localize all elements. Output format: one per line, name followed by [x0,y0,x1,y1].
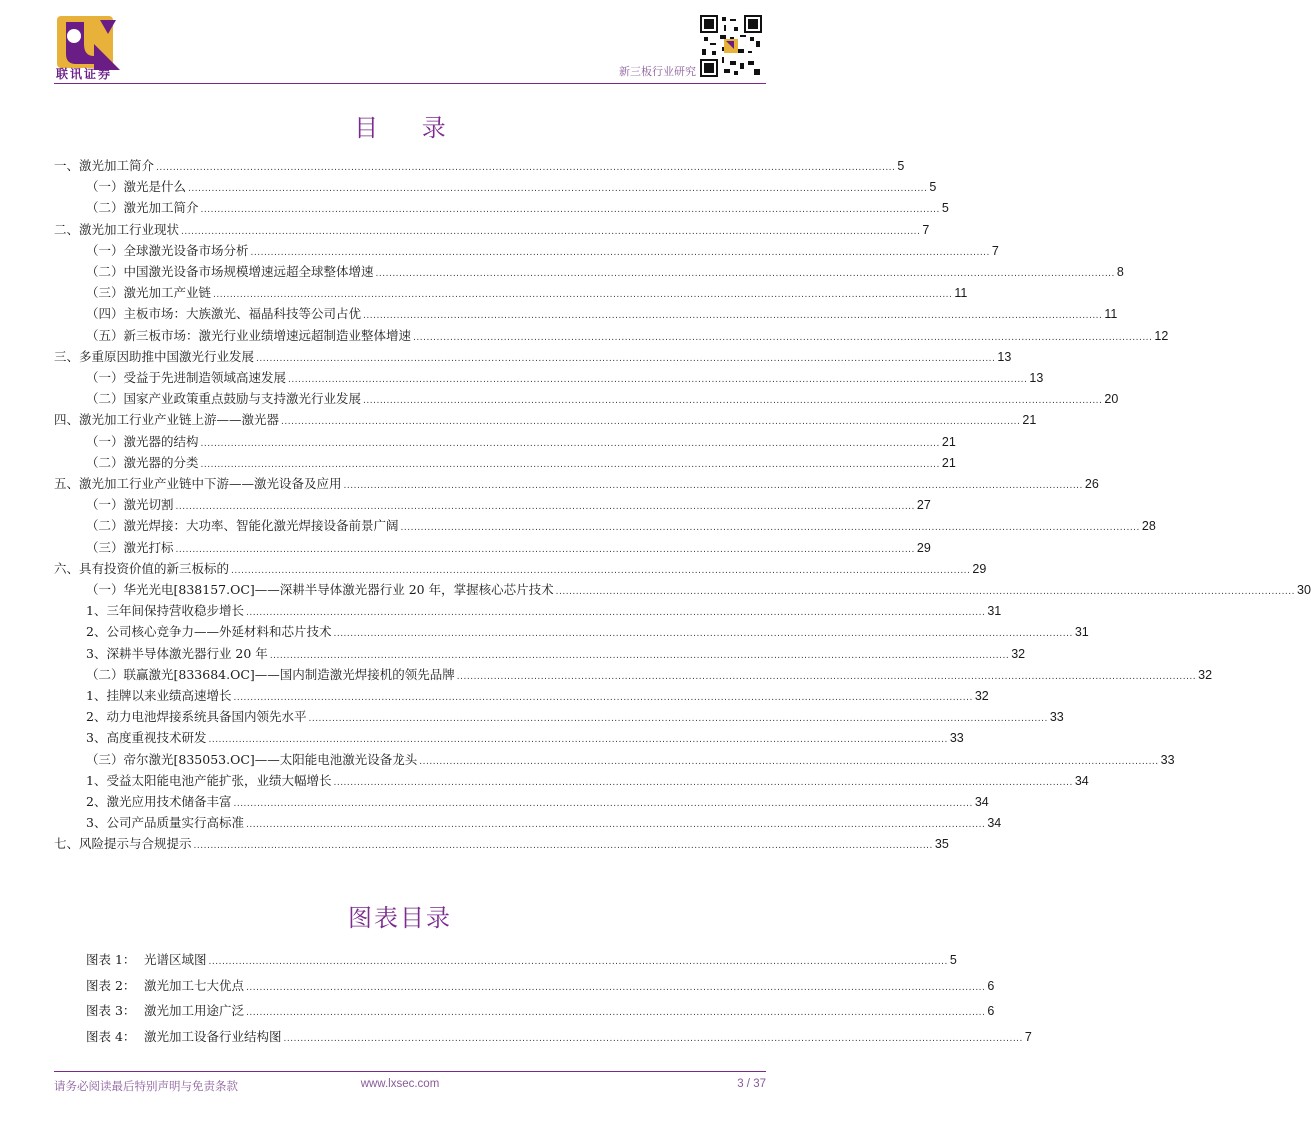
toc-entry-page: 7 [922,222,930,237]
toc-leader-dots: ............................................................................................................................................................................................................................ [363,396,1103,407]
toc-entry-label: （一）全球激光设备市场分析 [86,242,249,258]
toc-entry-page: 32 [1011,646,1026,661]
figure-leader-dots: ............................................................................................................................................................................................................................ [246,1008,986,1018]
toc-entry-label: 3、深耕半导体激光器行业 20 年 [86,645,268,661]
footer-divider [54,1071,766,1072]
toc-section-entry[interactable] [86,389,1119,409]
figure-leader-dots: ............................................................................................................................................................................................................................ [208,957,948,967]
figure-entry-number: 图表 4： [86,1028,136,1044]
toc-entry-page: 33 [949,731,964,746]
qr-code-icon [700,15,762,77]
toc-entry-label: （一）激光器的结构 [86,433,199,449]
toc-leader-dots: ............................................................................................................................................................................................................................ [333,629,1073,640]
toc-entry-page: 31 [987,604,1002,619]
toc-section-entry[interactable] [86,813,1002,833]
toc-section-entry[interactable] [86,453,956,473]
toc-entry-page: 33 [1049,710,1064,725]
toc-entry-label: （一）受益于先进制造领域高速发展 [86,370,287,385]
toc-entry-label: 1、挂牌以来业绩高速增长 [86,688,232,703]
toc-section-entry[interactable] [86,283,968,303]
toc-section-entry[interactable] [86,326,1169,346]
figure-entry-page: 6 [987,978,995,993]
toc-leader-dots: ............................................................................................................................................................................................................................ [375,269,1115,279]
toc-section-entry[interactable] [86,771,1089,791]
toc-entry-page: 34 [1074,773,1089,788]
toc-entry-page: 5 [897,159,905,173]
toc-entry-page: 35 [934,837,949,852]
toc-entry-label: 五、激光加工行业产业链中下游——激光设备及应用 [54,476,342,491]
figure-list-entry[interactable] [86,1027,1032,1047]
figure-entry-number: 图表 2： [86,977,136,993]
figure-list-title: 图表目录 [348,904,452,932]
toc-section-entry[interactable] [86,262,1124,282]
toc-leader-dots: ............................................................................................................................................................................................................................ [250,247,990,258]
figure-entry-page: 7 [1024,1029,1032,1044]
toc-entry-label: （一）激光是什么 [86,179,187,195]
toc-leader-dots: ............................................................................................................................................................................................................................ [156,163,896,173]
toc-leader-dots: ............................................................................................................................................................................................................................ [208,735,948,746]
toc-chapter-entry[interactable] [54,156,905,176]
toc-leader-dots: ............................................................................................................................................................................................................................ [363,311,1103,322]
toc-entry-page: 7 [991,243,999,258]
toc-section-entry[interactable] [86,644,1026,664]
toc-entry-page: 11 [1104,307,1118,322]
toc-entry-page: 20 [1104,392,1119,407]
toc-section-entry[interactable] [86,198,949,218]
toc-entry-label: （一）华光光电[838157.OC]——深耕半导体激光器行业 20 年，掌握核心芯片技术 [86,582,554,597]
figure-entry-label [86,1027,282,1047]
toc-entry-label: 七、风险提示与合规提示 [54,836,192,852]
toc-leader-dots: ............................................................................................................................................................................................................................ [200,459,940,470]
toc-leader-dots: ............................................................................................................................................................................................................................ [200,438,940,449]
page-header [0,0,800,86]
toc-entry-label: 3、公司产品质量实行高标准 [86,815,244,831]
toc-entry-label: 六、具有投资价值的新三板标的 [54,560,230,576]
toc-leader-dots: ............................................................................................................................................................................................................................ [256,353,996,364]
figure-entry-title: 激光加工设备行业结构图 [144,1028,282,1044]
figure-entry-label [86,1001,244,1021]
toc-entry-label: （三）帝尔激光[835053.OC]——太阳能电池激光设备龙头 [86,751,418,767]
toc-section-entry[interactable] [86,580,1311,600]
toc-leader-dots: ............................................................................................................................................................................................................................ [343,481,1083,491]
figure-entry-label [86,976,244,996]
figure-list-entry[interactable] [86,950,957,970]
toc-entry-label: （三）激光打标 [86,539,174,555]
toc-entry-label: 2、激光应用技术储备丰富 [86,794,232,809]
toc-entry-page: 12 [1154,328,1169,343]
figure-list-entry[interactable] [86,976,995,996]
figure-entry-number: 图表 1： [86,952,136,967]
toc-entry-label: （二）激光加工简介 [86,200,199,216]
toc-entry-page: 26 [1084,477,1099,491]
figure-entry-page: 5 [949,953,957,967]
toc-section-entry[interactable] [86,601,1002,621]
toc-entry-page: 5 [941,201,949,216]
toc-entry-label: （四）主板市场：大族激光、福晶科技等公司占优 [86,306,362,322]
toc-entry-page: 30 [1297,583,1311,597]
toc-entry-label: 2、动力电池焊接系统具备国内领先水平 [86,709,307,725]
toc-entry-label: 四、激光加工行业产业链上游——激光器 [54,412,280,428]
toc-leader-dots: ............................................................................................................................................................................................................................ [400,523,1140,534]
toc-section-entry[interactable] [86,622,1089,642]
toc-leader-dots: ............................................................................................................................................................................................................................ [213,290,953,301]
toc-section-entry[interactable] [86,368,1044,388]
toc-entry-page: 31 [1074,625,1089,640]
toc-section-entry[interactable] [86,538,931,558]
figure-entry-label [86,950,207,970]
toc-leader-dots: ............................................................................................................................................................................................................................ [269,650,1010,661]
toc-leader-dots: ............................................................................................................................................................................................................................ [456,671,1197,682]
toc-section-entry[interactable] [86,728,964,748]
toc-section-entry[interactable] [86,516,1156,536]
toc-entry-page: 29 [916,540,931,555]
toc-leader-dots: ............................................................................................................................................................................................................................ [193,841,933,852]
toc-leader-dots: ............................................................................................................................................................................................................................ [413,332,1153,343]
toc-section-entry[interactable] [86,707,1064,727]
toc-entry-label: （五）新三板市场：激光行业业绩增速远超制造业整体增速 [86,327,412,343]
figure-entry-title: 激光加工七大优点 [144,977,245,993]
footer-disclaimer: 请务必阅读最后特别声明与免责条款 [54,1079,238,1093]
logo-text: 联讯证券 [56,67,113,81]
toc-leader-dots: ............................................................................................................................................................................................................................ [288,375,1028,385]
toc-entry-label: （一）激光切割 [86,497,174,513]
toc-section-entry[interactable] [86,432,956,452]
toc-section-entry[interactable] [86,665,1213,685]
toc-chapter-entry[interactable] [54,347,1012,367]
toc-section-entry[interactable] [86,750,1175,770]
toc-entry-page: 32 [974,689,989,703]
toc-section-entry[interactable] [86,177,937,197]
toc-leader-dots: ............................................................................................................................................................................................................................ [333,777,1073,788]
toc-section-entry[interactable] [86,792,989,812]
toc-leader-dots: ............................................................................................................................................................................................................................ [245,608,986,619]
toc-section-entry[interactable] [86,304,1118,324]
toc-section-entry[interactable] [86,241,999,261]
toc-entry-label: 一、激光加工简介 [54,158,155,173]
header-divider [54,83,766,84]
toc-leader-dots: ............................................................................................................................................................................................................................ [555,587,1296,597]
toc-entry-page: 8 [1116,265,1124,279]
toc-entry-label: 1、受益太阳能电池产能扩张，业绩大幅增长 [86,772,332,788]
toc-leader-dots: ............................................................................................................................................................................................................................ [175,502,915,513]
toc-entry-page: 13 [1029,371,1044,385]
toc-leader-dots: ............................................................................................................................................................................................................................ [233,799,973,809]
footer-page-number: 3 / 37 [737,1078,766,1090]
toc-entry-page: 28 [1141,519,1156,534]
toc-leader-dots: ............................................................................................................................................................................................................................ [200,205,940,216]
toc-chapter-entry[interactable] [54,220,930,240]
toc-leader-dots: ............................................................................................................................................................................................................................ [231,565,971,576]
toc-entry-page: 29 [972,561,987,576]
toc-section-entry[interactable] [86,686,989,706]
figure-list-entry[interactable] [86,1001,995,1021]
toc-entry-page: 11 [954,286,968,301]
toc-entry-label: （二）激光器的分类 [86,454,199,470]
toc-chapter-entry[interactable] [54,410,1037,430]
toc-leader-dots: ............................................................................................................................................................................................................................ [233,693,973,703]
figure-entry-page: 6 [987,1004,995,1018]
toc-entry-page: 21 [1022,413,1037,428]
toc-entry-page: 34 [974,795,989,809]
toc-title: 目 录 [354,114,464,142]
toc-entry-label: （二）国家产业政策重点鼓励与支持激光行业发展 [86,391,362,407]
toc-entry-label: （二）联赢激光[833684.OC]——国内制造激光焊接机的领先品牌 [86,666,455,682]
figure-leader-dots: ............................................................................................................................................................................................................................ [246,982,986,993]
figure-entry-title: 激光加工用途广泛 [144,1003,245,1018]
header-section-title: 新三板行业研究 [619,65,696,78]
toc-entry-page: 5 [929,180,937,195]
figure-entry-title: 光谱区域图 [144,952,207,967]
toc-leader-dots: ............................................................................................................................................................................................................................ [181,226,921,237]
toc-entry-page: 13 [997,349,1012,364]
figure-leader-dots: ............................................................................................................................................................................................................................ [283,1033,1023,1044]
figure-entry-number: 图表 3： [86,1003,136,1018]
toc-entry-label: 三、多重原因助推中国激光行业发展 [54,348,255,364]
toc-entry-label: 1、三年间保持营收稳步增长 [86,603,244,619]
toc-section-entry[interactable] [86,495,931,515]
toc-chapter-entry[interactable] [54,474,1099,494]
toc-entry-label: （二）激光焊接：大功率、智能化激光焊接设备前景广阔 [86,518,399,534]
toc-entry-page: 34 [987,816,1002,831]
footer-website-link[interactable]: www.lxsec.com [360,1078,440,1090]
toc-entry-page: 27 [916,498,931,513]
toc-leader-dots: ............................................................................................................................................................................................................................ [308,714,1048,725]
toc-entry-page: 32 [1198,667,1213,682]
toc-entry-page: 21 [941,455,956,470]
toc-chapter-entry[interactable] [54,834,949,854]
toc-leader-dots: ............................................................................................................................................................................................................................ [245,820,986,831]
toc-entry-label: （二）中国激光设备市场规模增速远超全球整体增速 [86,264,374,279]
toc-leader-dots: ............................................................................................................................................................................................................................ [188,184,928,195]
toc-entry-label: 3、高度重视技术研发 [86,730,207,746]
toc-entry-label: （三）激光加工产业链 [86,285,212,301]
toc-entry-page: 21 [941,434,956,449]
toc-entry-label: 2、公司核心竞争力——外延材料和芯片技术 [86,624,332,640]
toc-entry-label: 二、激光加工行业现状 [54,221,180,237]
toc-chapter-entry[interactable] [54,559,987,579]
toc-leader-dots: ............................................................................................................................................................................................................................ [281,417,1021,428]
toc-leader-dots: ............................................................................................................................................................................................................................ [175,544,915,555]
toc-entry-page: 33 [1160,752,1175,767]
toc-leader-dots: ............................................................................................................................................................................................................................ [419,756,1159,767]
